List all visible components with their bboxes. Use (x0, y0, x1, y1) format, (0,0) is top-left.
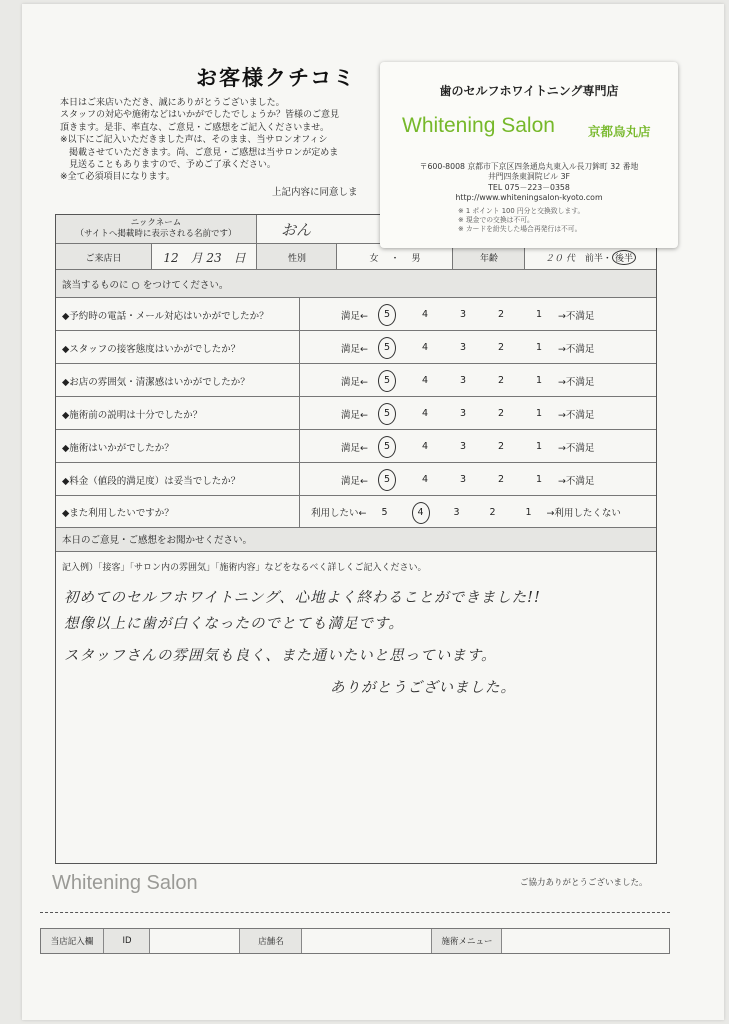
rating-option-5[interactable]: 5 (368, 441, 406, 452)
question-label: ◆施術はいかがでしたか？ (62, 442, 174, 454)
revisit-option-3[interactable]: 3 (453, 506, 460, 518)
revisit-right-label: →利用したくない (546, 508, 621, 519)
rating-option-5[interactable]: 5 (368, 309, 406, 320)
rating-scale (341, 364, 594, 397)
age-early[interactable]: 前半 (584, 253, 603, 264)
rating-option-4[interactable]: 4 (421, 375, 428, 386)
revisit-option-4[interactable]: 4 (402, 507, 438, 518)
rating-option-5[interactable]: 5 (368, 474, 406, 485)
rating-option-1[interactable]: 1 (535, 408, 542, 419)
question-label: ◆予約時の電話・メール対応はいかがでしたか？ (62, 310, 269, 322)
comment-line-4: ありがとうございました。 (330, 680, 516, 696)
card-address: 〒600-8008 京都市下京区四条通烏丸東入ル長刀鉾町 32 番地 井門四条東洞院ビル 3F TEL 075－223－0358 http://www.whiteningsalon-kyoto.com (419, 162, 639, 203)
scale-right-label: →不満足 (557, 343, 595, 355)
staff-id-field[interactable] (149, 929, 240, 953)
staff-menu-label: 施術メニュー (431, 929, 502, 953)
age-field[interactable]: ２０ 代 前半 ・ 後半 (524, 244, 656, 270)
rating-option-3[interactable]: 3 (459, 309, 466, 320)
selected-circle-mark (378, 370, 396, 392)
rating-option-2[interactable]: 2 (497, 441, 504, 452)
selected-circle-mark (412, 502, 430, 524)
circle-instruction: 該当するものに ○ をつけてください。 (62, 280, 229, 291)
rating-option-5[interactable]: 5 (368, 375, 406, 386)
card-notes: ※ 1 ポイント 100 円分と交換致します。 ※ 現金での交換は不可。 ※ カードを紛失した場合再発行は不可。 (458, 207, 585, 234)
cut-line (40, 912, 670, 913)
rating-option-1[interactable]: 1 (535, 342, 542, 353)
card-branch: 京都烏丸店 (588, 124, 651, 139)
scale-left-label: 満足← (341, 442, 368, 454)
revisit-scale (311, 496, 621, 528)
scale-left-label: 満足← (341, 409, 368, 421)
staff-menu-field[interactable] (501, 929, 669, 953)
staff-store-label: 店舗名 (239, 929, 302, 953)
page-title: お客様クチコミ (196, 66, 357, 90)
rating-scale (341, 397, 594, 430)
rating-option-2[interactable]: 2 (497, 375, 504, 386)
gender-male[interactable]: 男 (411, 253, 421, 264)
scale-right-label: →不満足 (557, 409, 595, 421)
intro-text: 本日はご来店いただき、誠にありがとうございました。 スタッフの対応や施術などはいかがでしたでしょうか？皆様のご意見 頂きます。是非、率直な、ご意見・ご感想をご記入くださいませ。 ※以下にご記入いただきました声は、そのまま、当サロンオフィシ 掲載させていただきます。尚、ご意見・ご感想は当サロンが定めま 見送ることもありますので、予めご了承ください。 ※全て必須項目になります。 (60, 98, 340, 183)
comment-line-2: 想像以上に歯が白くなったのでとても満足です。 (64, 616, 404, 632)
gender-label: 性別 (256, 244, 337, 270)
age-value: ２０ 代 (545, 253, 575, 264)
gender-female[interactable]: 女 (369, 253, 379, 264)
scale-right-label: →不満足 (557, 475, 595, 487)
scale-left-label: 満足← (341, 343, 368, 355)
age-label: 年齢 (452, 244, 525, 270)
question-row (56, 330, 656, 364)
rating-option-5[interactable]: 5 (368, 408, 406, 419)
rating-option-2[interactable]: 2 (497, 474, 504, 485)
rating-option-1[interactable]: 1 (535, 375, 542, 386)
rating-option-2[interactable]: 2 (497, 342, 504, 353)
agree-text: 上記内容に同意しま (272, 187, 358, 198)
rating-option-3[interactable]: 3 (459, 342, 466, 353)
rating-scale (341, 331, 594, 364)
footer-logo: Whitening Salon (52, 872, 198, 894)
staff-label: 当店記入欄 (41, 929, 103, 953)
rating-option-3[interactable]: 3 (459, 441, 466, 452)
selected-circle-mark (378, 304, 396, 326)
staff-store-field[interactable] (301, 929, 432, 953)
question-label: ◆お店の雰囲気・清潔感はいかがでしたか？ (62, 376, 250, 388)
rating-scale (341, 298, 594, 331)
revisit-row (56, 495, 656, 528)
question-row (56, 429, 656, 463)
rating-option-4[interactable]: 4 (421, 408, 428, 419)
revisit-option-2[interactable]: 2 (489, 506, 496, 518)
comment-heading-row (56, 527, 656, 552)
comment-example: 記入例）「接客」「サロン内の雰囲気」「施術内容」などをなるべく詳しくご記入ください。 (62, 563, 427, 573)
rating-option-3[interactable]: 3 (459, 408, 466, 419)
rating-option-1[interactable]: 1 (535, 309, 542, 320)
scale-right-label: →不満足 (557, 442, 595, 454)
question-label: ◆スタッフの接客態度はいかがでしたか？ (62, 343, 241, 355)
comment-heading: 本日のご意見・ご感想をお聞かせください。 (62, 535, 253, 546)
rating-option-2[interactable]: 2 (497, 309, 504, 320)
scale-left-label: 満足← (341, 376, 368, 388)
revisit-option-5[interactable]: 5 (381, 506, 388, 518)
rating-option-4[interactable]: 4 (421, 342, 428, 353)
staff-section (40, 928, 670, 954)
comment-line-3: スタッフさんの雰囲気も良く、また通いたいと思っています。 (64, 648, 497, 664)
rating-option-1[interactable]: 1 (535, 474, 542, 485)
question-row (56, 396, 656, 430)
revisit-question: ◆また利用したいですか？ (62, 508, 174, 519)
revisit-left-label: 利用したい← (311, 508, 367, 519)
nickname-label: ニックネーム （サイトへ掲載時に表示される名前です） (56, 215, 256, 243)
rating-scale (341, 463, 594, 496)
nickname-field[interactable]: おん (256, 215, 656, 243)
rating-option-4[interactable]: 4 (421, 309, 428, 320)
instruction-row (56, 269, 656, 298)
point-card (380, 62, 678, 248)
rating-option-1[interactable]: 1 (535, 441, 542, 452)
rating-option-2[interactable]: 2 (497, 408, 504, 419)
selected-circle-mark (378, 403, 396, 425)
question-label: ◆施術前の説明は十分でしたか？ (62, 409, 203, 421)
visit-date-label: ご来店日 (56, 244, 151, 270)
scale-right-label: →不満足 (557, 376, 595, 388)
rating-option-3[interactable]: 3 (459, 375, 466, 386)
survey-form (55, 214, 657, 864)
question-row (56, 462, 656, 496)
question-label: ◆料金（値段的満足度）は妥当でしたか？ (62, 475, 241, 487)
gender-field[interactable]: 女 ・ 男 (336, 244, 453, 270)
comment-line-1: 初めてのセルフホワイトニング、心地よく終わることができました!! (64, 590, 541, 606)
card-brand-logo: Whitening Salon (402, 114, 555, 137)
scale-left-label: 満足← (341, 475, 368, 487)
question-row (56, 363, 656, 397)
scale-right-label: →不満足 (557, 310, 595, 322)
visit-date-field[interactable]: 12 月 23 日 (151, 244, 257, 270)
rating-option-4[interactable]: 4 (421, 441, 428, 452)
selected-circle-mark (378, 469, 396, 491)
rating-option-5[interactable]: 5 (368, 342, 406, 353)
rating-option-3[interactable]: 3 (459, 474, 466, 485)
selected-circle-mark (378, 337, 396, 359)
revisit-option-1[interactable]: 1 (525, 506, 532, 518)
age-late[interactable]: 後半 (612, 250, 636, 265)
rating-option-4[interactable]: 4 (421, 474, 428, 485)
selected-circle-mark (378, 436, 396, 458)
card-title: 歯のセルフホワイトニング専門店 (439, 84, 619, 98)
staff-id-label: ID (103, 929, 150, 953)
scale-left-label: 満足← (341, 310, 368, 322)
question-row (56, 297, 656, 331)
rating-scale (341, 430, 594, 463)
thanks-text: ご協力ありがとうございました。 (520, 878, 648, 888)
